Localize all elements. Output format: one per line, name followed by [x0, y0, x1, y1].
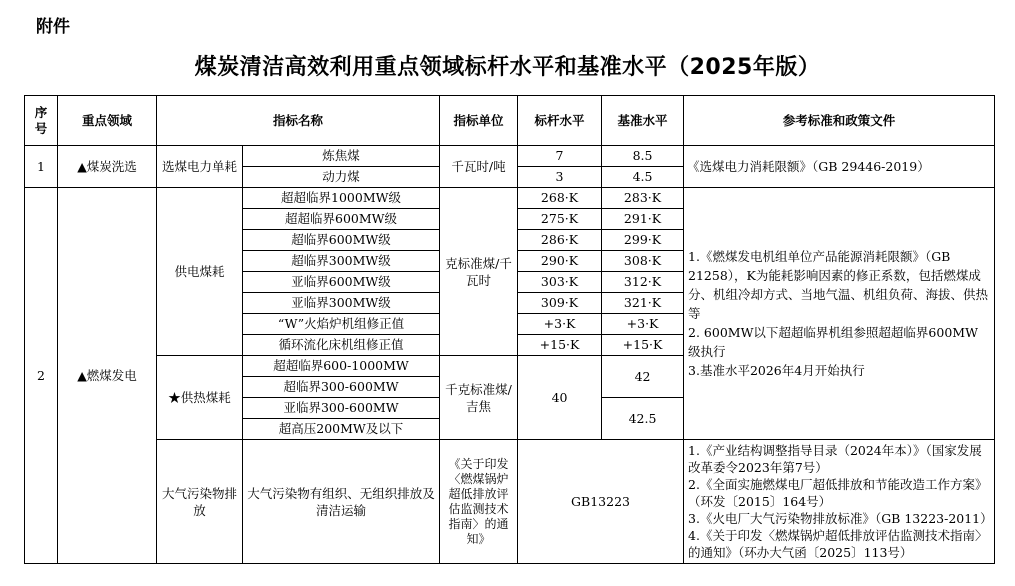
reference-note: 4.《关于印发〈燃煤锅炉超低排放评估监测技术指南〉的通知》（环办大气函〔2025〕113号）	[688, 528, 988, 560]
benchmark-cell: 303·K	[518, 272, 602, 293]
indicator-name-cell: 大气污染物有组织、无组织排放及清洁运输	[243, 440, 440, 564]
attachment-label: 附件	[36, 17, 70, 37]
indicator-name-cell: 亚临界300-600MW	[243, 398, 440, 419]
indicator-name-cell: 亚临界300MW级	[243, 293, 440, 314]
table-row	[25, 440, 995, 564]
header-references: 参考标准和政策文件	[684, 96, 995, 146]
benchmark-table	[24, 95, 995, 564]
unit-cell: 克标准煤/千瓦时	[440, 188, 518, 356]
reference-notes-cell	[684, 188, 995, 440]
benchmark-cell: 3	[518, 167, 602, 188]
indicator-name-cell: 炼焦煤	[243, 146, 440, 167]
reference-note: 2.《全面实施燃煤电厂超低排放和节能改造工作方案》（环发〔2015〕164号）	[688, 477, 988, 509]
benchmark-cell: 7	[518, 146, 602, 167]
reference-notes-cell	[684, 440, 995, 564]
indicator-name-cell: 超超临界1000MW级	[243, 188, 440, 209]
table-row	[25, 146, 995, 167]
benchmark-cell: GB13223	[518, 440, 684, 564]
reference-note: 3.《火电厂大气污染物排放标准》（GB 13223-2011）	[688, 511, 993, 526]
benchmark-cell: +3·K	[518, 314, 602, 335]
seq-cell: 1	[25, 146, 58, 188]
indicator-name-cell: 超超临界600MW级	[243, 209, 440, 230]
baseline-cell: +3·K	[602, 314, 684, 335]
indicator-name-cell: 动力煤	[243, 167, 440, 188]
baseline-cell: 4.5	[602, 167, 684, 188]
benchmark-cell: 286·K	[518, 230, 602, 251]
indicator-group-cell: 大气污染物排放	[157, 440, 243, 564]
baseline-cell: 308·K	[602, 251, 684, 272]
benchmark-cell: 268·K	[518, 188, 602, 209]
indicator-name-cell: 超临界600MW级	[243, 230, 440, 251]
unit-cell: 《关于印发〈燃煤锅炉超低排放评估监测技术指南〉的通知》	[440, 440, 518, 564]
field-cell: ▲燃煤发电	[58, 188, 157, 564]
header-unit: 指标单位	[440, 96, 518, 146]
benchmark-cell: 309·K	[518, 293, 602, 314]
indicator-group-cell: 供电煤耗	[157, 188, 243, 356]
header-indicator-name: 指标名称	[157, 96, 440, 146]
header-seq: 序号	[25, 96, 58, 146]
baseline-cell: 8.5	[602, 146, 684, 167]
baseline-cell: 299·K	[602, 230, 684, 251]
unit-cell: 千克标准煤/吉焦	[440, 356, 518, 440]
page-title: 煤炭清洁高效利用重点领域标杆水平和基准水平（2025年版）	[194, 55, 821, 80]
reference-note: 2. 600MW以下超超临界机组参照超超临界600MW级执行	[688, 325, 978, 359]
baseline-cell: +15·K	[602, 335, 684, 356]
benchmark-cell: 275·K	[518, 209, 602, 230]
field-cell: ▲煤炭洗选	[58, 146, 157, 188]
indicator-name-cell: “W”火焰炉机组修正值	[243, 314, 440, 335]
baseline-cell: 291·K	[602, 209, 684, 230]
indicator-name-cell: 超临界300MW级	[243, 251, 440, 272]
reference-note: 3.基准水平2026年4月开始执行	[688, 363, 865, 378]
header-baseline: 基准水平	[602, 96, 684, 146]
benchmark-cell: 40	[518, 356, 602, 440]
indicator-name-cell: 超高压200MW及以下	[243, 419, 440, 440]
baseline-cell: 283·K	[602, 188, 684, 209]
benchmark-cell: 290·K	[518, 251, 602, 272]
reference-cell: 《选煤电力消耗限额》（GB 29446-2019）	[684, 146, 995, 188]
indicator-group-cell: 选煤电力单耗	[157, 146, 243, 188]
seq-cell: 2	[25, 188, 58, 564]
header-benchmark: 标杆水平	[518, 96, 602, 146]
baseline-cell: 312·K	[602, 272, 684, 293]
header-field: 重点领域	[58, 96, 157, 146]
indicator-name-cell: 超超临界600-1000MW	[243, 356, 440, 377]
indicator-name-cell: 循环流化床机组修正值	[243, 335, 440, 356]
benchmark-cell: +15·K	[518, 335, 602, 356]
table-row	[25, 188, 995, 209]
unit-cell: 千瓦时/吨	[440, 146, 518, 188]
header-row	[25, 96, 995, 146]
indicator-name-cell: 亚临界600MW级	[243, 272, 440, 293]
indicator-group-cell: ★供热煤耗	[157, 356, 243, 440]
baseline-cell: 321·K	[602, 293, 684, 314]
indicator-name-cell: 超临界300-600MW	[243, 377, 440, 398]
reference-note: 1.《燃煤发电机组单位产品能源消耗限额》（GB 21258），K为能耗影响因素的修正系数，包括燃煤成分、机组冷却方式、当地气温、机组负荷、海拔、供热等	[688, 249, 989, 321]
baseline-cell: 42	[602, 356, 684, 398]
reference-note: 1.《产业结构调整指导目录（2024年本）》（国家发展改革委令2023年第7号）	[688, 443, 982, 475]
baseline-cell: 42.5	[602, 398, 684, 440]
